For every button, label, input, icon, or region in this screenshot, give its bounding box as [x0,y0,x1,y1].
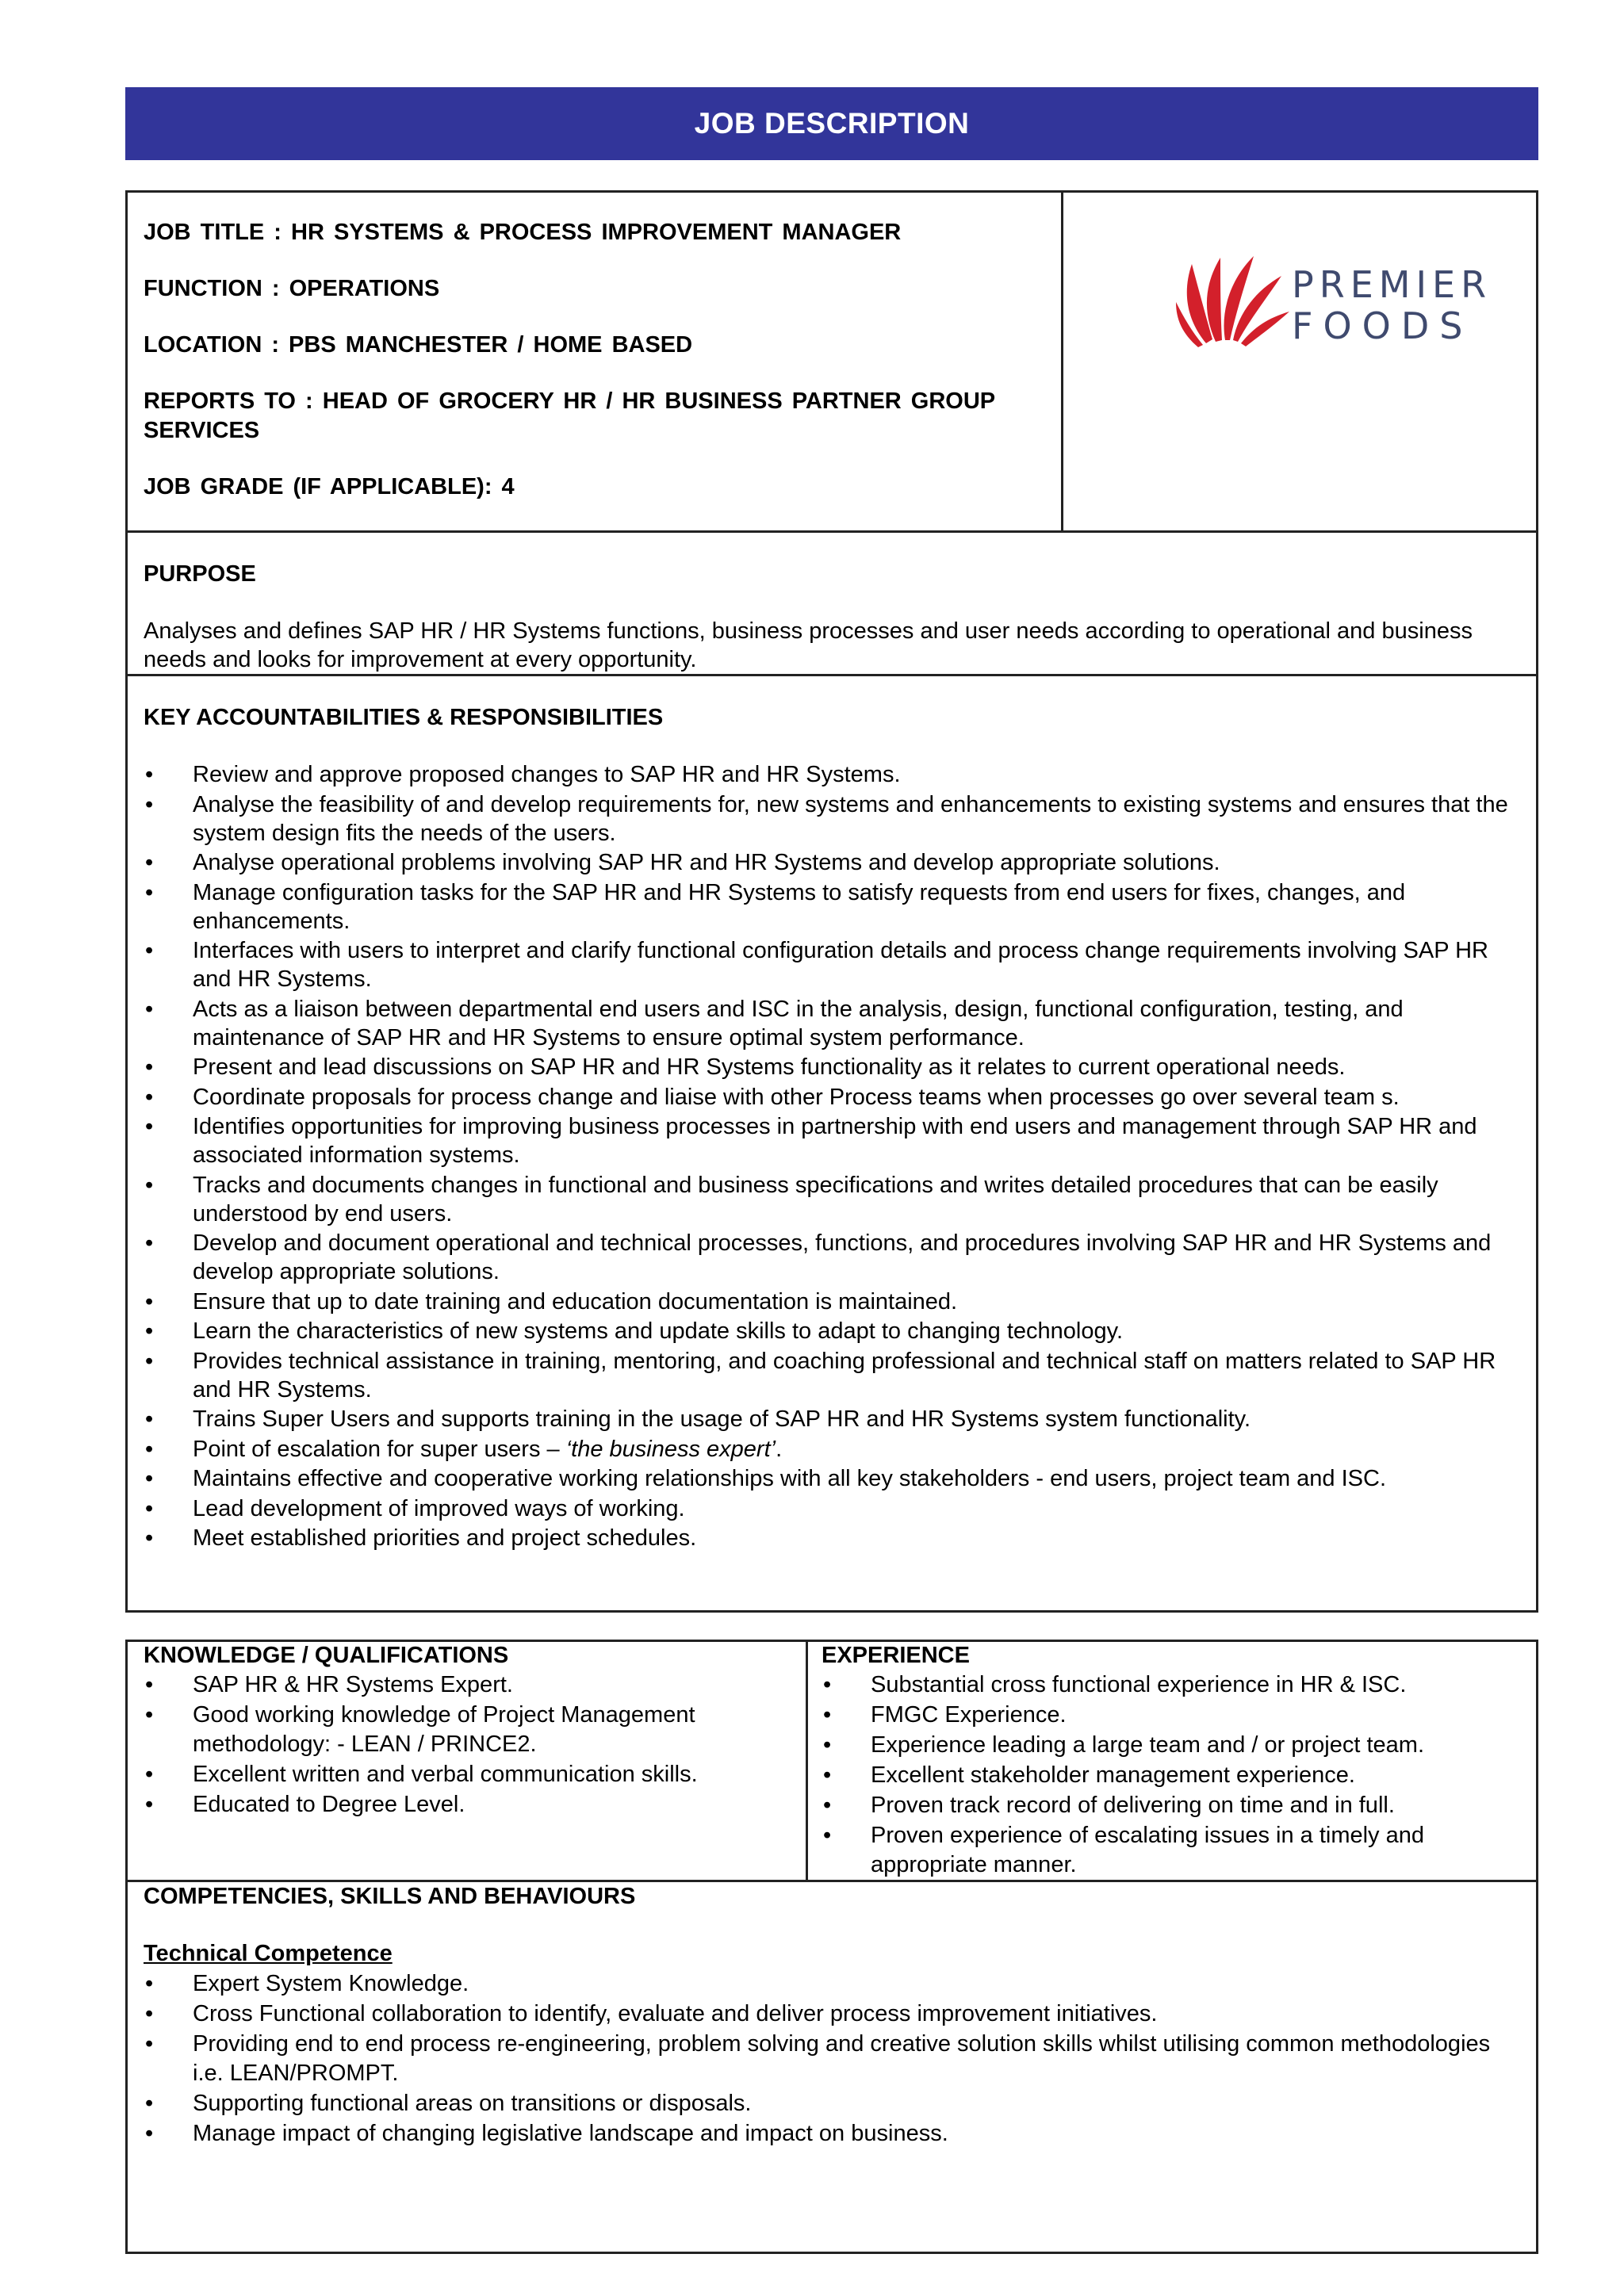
knowledge-title: KNOWLEDGE / QUALIFICATIONS [144,1643,509,1668]
list-item: • Coordinate proposals for process change and liaise with other Process teams when processes go over several team s. [144,1083,1522,1112]
knowledge-list [144,1670,794,1820]
list-item: • Analyse the feasibility of and develop requirements for, new systems and enhancements to existing systems and ensures that the system design fits the needs of the users. [144,790,1522,848]
list-item: • Manage impact of changing legislative landscape and impact on business. [144,2119,1523,2149]
list-item-escalation [144,1435,1522,1464]
accountabilities-list [144,760,1522,1552]
list-item: • FMGC Experience. [822,1701,1519,1730]
premier-foods-logo [1174,232,1492,351]
list-item: • Good working knowledge of Project Management methodology: - LEAN / PRINCE2. [144,1701,794,1759]
escalation-prefix: Point of escalation for super users – [193,1436,566,1462]
list-item: • Trains Super Users and supports training in the usage of SAP HR and HR Systems system functionality. [144,1405,1522,1433]
list-item: • Lead development of improved ways of working. [144,1494,1522,1523]
logo-line-premier: PREMIER [1292,263,1492,306]
list-item: • Providing end to end process re-engineering, problem solving and creative solution skills whilst utilising common methodologies i.e. LEAN/PROMPT. [144,2030,1523,2088]
list-item: • Interfaces with users to interpret and clarify functional configuration details and process change requirements involving SAP HR and HR Systems. [144,936,1522,993]
list-item: • Meet established priorities and project schedules. [144,1524,1522,1552]
list-item: • Excellent written and verbal communication skills. [144,1760,794,1789]
job-location: LOCATION : PBS MANCHESTER / HOME BASED [144,332,693,358]
list-item: • Supporting functional areas on transitions or disposals. [144,2089,1523,2118]
experience-title: EXPERIENCE [822,1643,970,1668]
list-item: • Proven track record of delivering on time and in full. [822,1791,1519,1820]
list-item: • Maintains effective and cooperative working relationships with all key stakeholders - end users, project team and ISC. [144,1464,1522,1493]
competencies-section [125,1880,1538,2254]
list-item: • Identifies opportunities for improving business processes in partnership with end users and management through SAP HR and associated information systems. [144,1112,1522,1169]
list-item: • Manage configuration tasks for the SAP HR and HR Systems to satisfy requests from end users for fixes, changes, and enhancements. [144,878,1522,936]
escalation-emphasis: ‘the business expert’ [565,1436,776,1462]
knowledge-experience-divider [806,1642,808,1880]
banner-title: JOB DESCRIPTION [694,107,970,140]
purpose-title: PURPOSE [144,561,256,587]
list-item: • Analyse operational problems involving SAP HR and HR Systems and develop appropriate solutions. [144,848,1522,877]
list-item: • Experience leading a large team and / or project team. [822,1731,1519,1760]
list-item: • Present and lead discussions on SAP HR and HR Systems functionality as it relates to current operational needs. [144,1053,1522,1081]
competencies-content [144,1882,1523,2149]
logo-wordmark [1292,264,1492,346]
list-item: • Review and approve proposed changes to SAP HR and HR Systems. [144,760,1522,789]
list-item: • Excellent stakeholder management experience. [822,1761,1519,1790]
experience-column [822,1642,1519,1881]
wheat-leaves-icon [1174,232,1293,351]
job-description-banner [125,87,1538,160]
job-header-details [144,218,1048,529]
logo-line-foods: FOODS [1292,304,1473,347]
list-item: • Tracks and documents changes in functional and business specifications and writes detailed procedures that can be easily understood by end users. [144,1171,1522,1228]
experience-list [822,1670,1519,1880]
list-item: • Proven experience of escalating issues in a timely and appropriate manner. [822,1821,1519,1880]
list-item: • Substantial cross functional experience in HR & ISC. [822,1670,1519,1700]
list-item: • Provides technical assistance in training, mentoring, and coaching professional and technical staff on matters related to SAP HR and HR Systems. [144,1347,1522,1404]
escalation-suffix: . [776,1436,783,1462]
knowledge-experience-table [125,1640,1538,1882]
job-grade: JOB GRADE (IF APPLICABLE): 4 [144,474,515,499]
job-reports-to: REPORTS TO : HEAD OF GROCERY HR / HR BUSINESS PARTNER GROUP SERVICES [144,388,995,443]
accountabilities-title: KEY ACCOUNTABILITIES & RESPONSIBILITIES [144,705,664,730]
list-item: • Educated to Degree Level. [144,1790,794,1820]
knowledge-column [144,1642,794,1820]
technical-competence-title: Technical Competence [144,1941,393,1966]
job-title: JOB TITLE : HR SYSTEMS & PROCESS IMPROVEMENT MANAGER [144,220,902,245]
competencies-list [144,1969,1523,2149]
accountabilities-content [144,703,1522,1554]
purpose-text: Analyses and defines SAP HR / HR Systems functions, business processes and user needs according to operational and business needs and looks for improvement at every opportunity. [144,618,1473,672]
job-header-table [125,190,1538,533]
purpose-content [144,560,1522,674]
list-item: • Expert System Knowledge. [144,1969,1523,1999]
list-item: • Develop and document operational and technical processes, functions, and procedures involving SAP HR and HR Systems and develop appropriate solutions. [144,1229,1522,1286]
list-item: • Acts as a liaison between departmental end users and ISC in the analysis, design, functional configuration, testing, and maintenance of SAP HR and HR Systems to ensure optimal system performance. [144,995,1522,1052]
purpose-section [125,530,1538,676]
job-function: FUNCTION : OPERATIONS [144,276,440,301]
accountabilities-section [125,674,1538,1613]
list-item: • Cross Functional collaboration to identify, evaluate and deliver process improvement initiatives. [144,1999,1523,2029]
header-column-divider [1061,193,1063,530]
list-item: • Ensure that up to date training and education documentation is maintained. [144,1288,1522,1316]
list-item: • Learn the characteristics of new systems and update skills to adapt to changing technology. [144,1317,1522,1345]
list-item: • SAP HR & HR Systems Expert. [144,1670,794,1700]
competencies-title: COMPETENCIES, SKILLS AND BEHAVIOURS [144,1884,636,1909]
